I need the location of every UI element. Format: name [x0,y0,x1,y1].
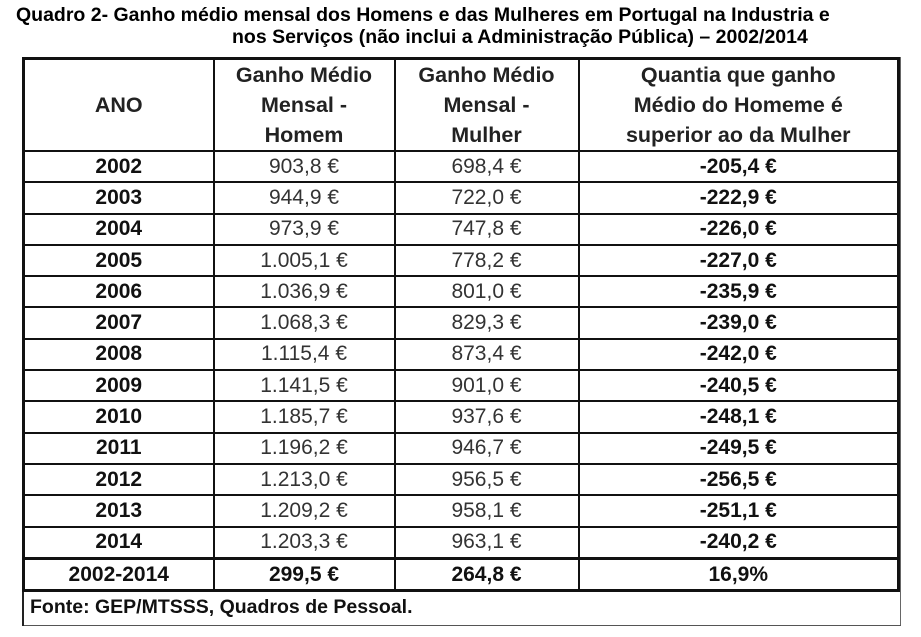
cell-year: 2011 [24,433,214,464]
cell-total-homem: 299,5 € [214,558,395,590]
cell-year: 2013 [24,495,214,526]
header-ano: ANO [24,59,214,152]
cell-mulher: 963,1 € [395,527,579,559]
cell-homem: 1.196,2 € [214,433,395,464]
cell-diff: -248,1 € [579,401,899,432]
table-row [24,527,899,559]
table-row [24,151,899,182]
cell-year: 2006 [24,276,214,307]
cell-mulher: 722,0 € [395,182,579,213]
cell-diff: -226,0 € [579,214,899,245]
frame-border-right [900,57,901,626]
header-ganho-mulher: Ganho Médio Mensal - Mulher [395,59,579,152]
cell-diff: -227,0 € [579,245,899,276]
cell-diff: -256,5 € [579,464,899,495]
table-row [24,495,899,526]
cell-mulher: 698,4 € [395,151,579,182]
cell-homem: 1.213,0 € [214,464,395,495]
cell-year: 2008 [24,339,214,370]
cell-mulher: 946,7 € [395,433,579,464]
header-ganho-homem: Ganho Médio Mensal - Homem [214,59,395,152]
cell-year: 2014 [24,527,214,559]
total-row [24,558,899,590]
cell-diff: -205,4 € [579,151,899,182]
cell-mulher: 747,8 € [395,214,579,245]
table-row [24,245,899,276]
cell-year: 2007 [24,307,214,338]
cell-homem: 944,9 € [214,182,395,213]
table-row [24,401,899,432]
cell-year: 2003 [24,182,214,213]
cell-year: 2005 [24,245,214,276]
caption-line-2: nos Serviços (não inclui a Administração Pública) – 2002/2014 [232,26,808,48]
cell-mulher: 956,5 € [395,464,579,495]
cell-diff: -242,0 € [579,339,899,370]
cell-year: 2010 [24,401,214,432]
header-diferenca: Quantia que ganho Médio do Homeme é superior ao da Mulher [579,59,899,152]
table-row [24,433,899,464]
cell-homem: 1.115,4 € [214,339,395,370]
earnings-table [22,57,900,592]
cell-homem: 1.141,5 € [214,370,395,401]
cell-year: 2009 [24,370,214,401]
table-row [24,307,899,338]
source-note: Fonte: GEP/MTSSS, Quadros de Pessoal. [30,596,413,618]
cell-mulher: 937,6 € [395,401,579,432]
table-row [24,276,899,307]
cell-year: 2002 [24,151,214,182]
cell-homem: 1.185,7 € [214,401,395,432]
cell-total-mulher: 264,8 € [395,558,579,590]
header-row [24,59,899,152]
cell-mulher: 829,3 € [395,307,579,338]
cell-diff: -249,5 € [579,433,899,464]
frame-border-bottom [22,625,901,626]
table-row [24,214,899,245]
cell-homem: 1.036,9 € [214,276,395,307]
cell-diff: -235,9 € [579,276,899,307]
cell-homem: 1.005,1 € [214,245,395,276]
cell-total-period: 2002-2014 [24,558,214,590]
cell-mulher: 873,4 € [395,339,579,370]
cell-mulher: 801,0 € [395,276,579,307]
cell-total-diff: 16,9% [579,558,899,590]
cell-diff: -239,0 € [579,307,899,338]
table-row [24,464,899,495]
cell-mulher: 778,2 € [395,245,579,276]
cell-homem: 973,9 € [214,214,395,245]
cell-mulher: 901,0 € [395,370,579,401]
cell-homem: 903,8 € [214,151,395,182]
table-row [24,182,899,213]
cell-diff: -240,2 € [579,527,899,559]
cell-year: 2012 [24,464,214,495]
caption-line-1: Quadro 2- Ganho médio mensal dos Homens e das Mulheres em Portugal na Industria e [16,4,830,26]
cell-homem: 1.209,2 € [214,495,395,526]
cell-mulher: 958,1 € [395,495,579,526]
cell-homem: 1.068,3 € [214,307,395,338]
frame-border-left [22,589,24,626]
cell-diff: -251,1 € [579,495,899,526]
cell-year: 2004 [24,214,214,245]
cell-diff: -240,5 € [579,370,899,401]
table-row [24,370,899,401]
cell-homem: 1.203,3 € [214,527,395,559]
table-row [24,339,899,370]
cell-diff: -222,9 € [579,182,899,213]
